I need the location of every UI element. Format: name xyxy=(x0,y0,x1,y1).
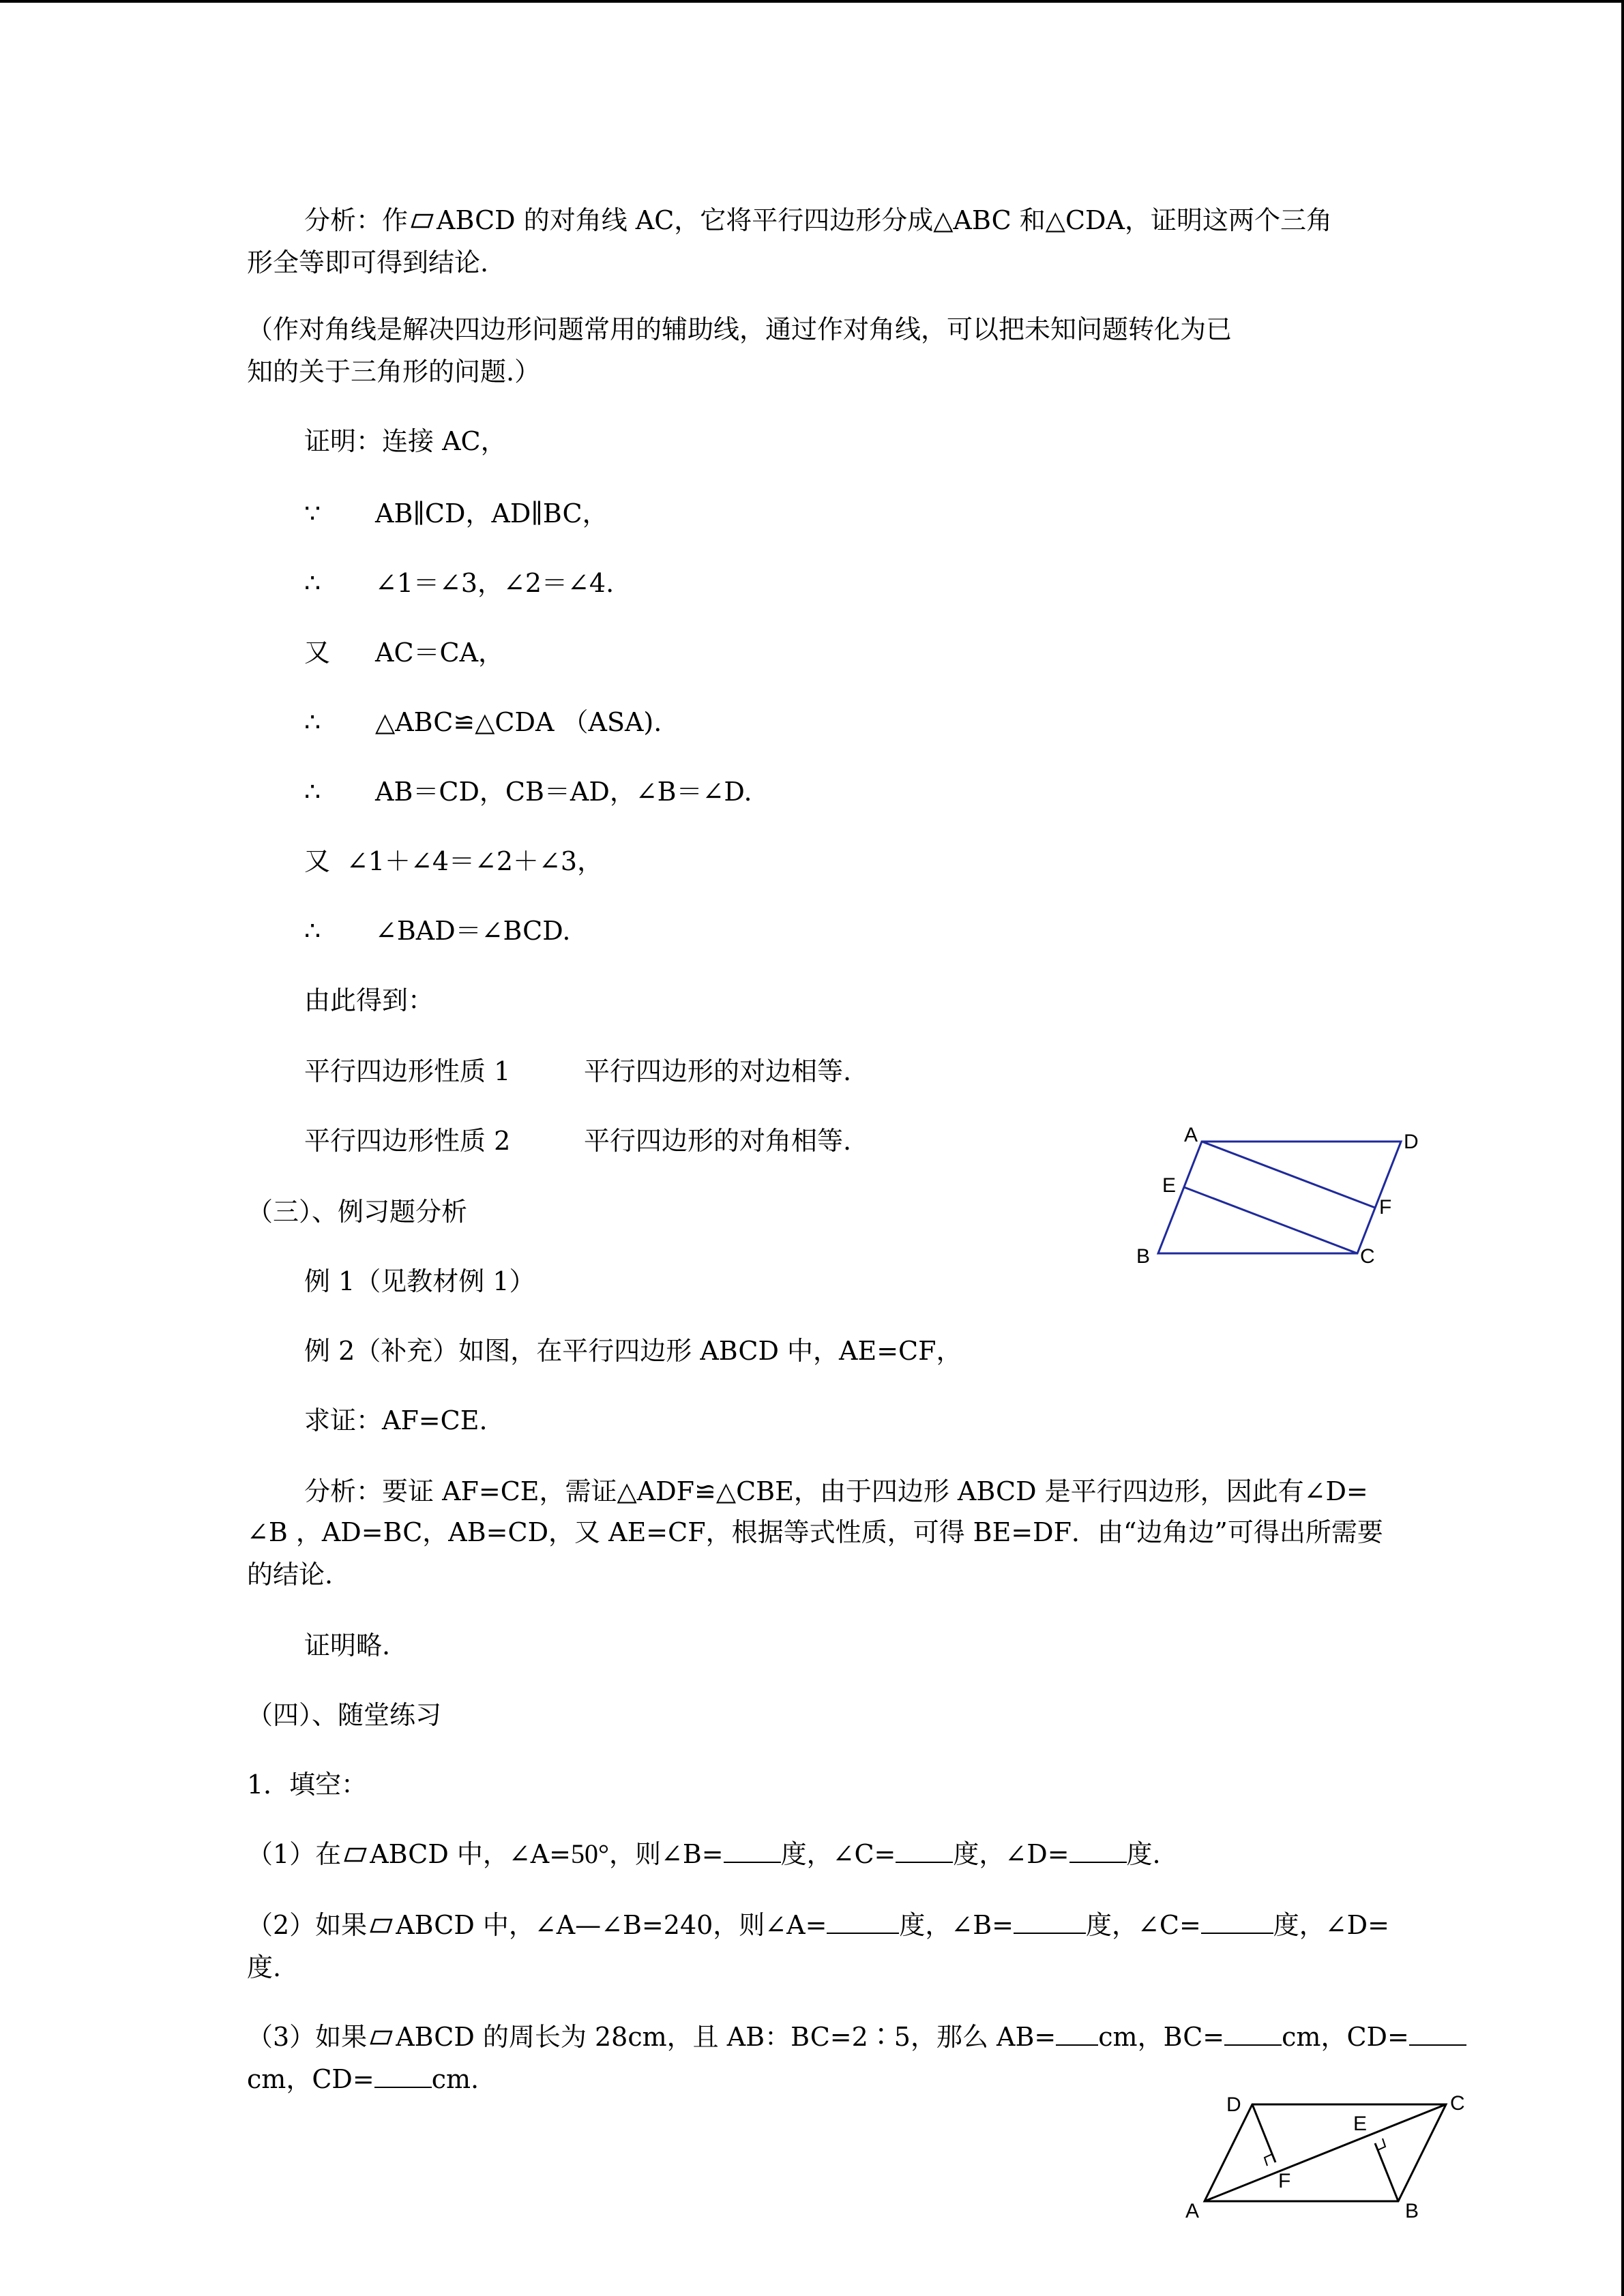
proof-step-7-symbol: ∴ xyxy=(304,916,321,946)
q3-cont-1: cm，CD= xyxy=(247,2064,374,2094)
q1-blank-b[interactable] xyxy=(724,1838,781,1863)
property-1-text: 平行四边形的对边相等. xyxy=(584,1056,852,1086)
fill-in-title: 1．填空： xyxy=(247,1770,368,1800)
q1-blank-d[interactable] xyxy=(1069,1838,1127,1863)
figure-1-label-c: C xyxy=(1360,1245,1375,1268)
figure-2-parallelogram xyxy=(1180,2080,1480,2230)
figure-2-label-a: A xyxy=(1185,2200,1200,2222)
question-2-cont: 度. xyxy=(247,1952,282,1982)
parallelogram-icon xyxy=(370,2030,393,2045)
example-1: 例 1（见教材例 1） xyxy=(304,1266,535,1296)
figure-1-label-e: E xyxy=(1162,1174,1177,1197)
proof-step-3-text: AC＝CA， xyxy=(375,638,505,668)
example-2-analysis-3: 的结论. xyxy=(247,1560,334,1590)
section-3-title: （三）、例习题分析 xyxy=(247,1197,468,1227)
q3-cont-2: cm. xyxy=(431,2064,479,2094)
q3-blank-bc[interactable] xyxy=(1224,2021,1282,2046)
q3-part-1: （3）如果 xyxy=(247,2022,368,2052)
analysis-line-1 xyxy=(304,203,1332,237)
q1-blank-c[interactable] xyxy=(896,1838,953,1863)
proof-step-1-symbol: ∵ xyxy=(304,498,321,528)
question-1 xyxy=(247,1837,1161,1871)
figure-1-label-a: A xyxy=(1184,1124,1198,1146)
parallelogram-icon xyxy=(411,213,434,228)
proof-step-3-symbol: 又 xyxy=(304,638,331,668)
proof-step-4-text: △ABC≌△CDA （ASA). xyxy=(375,707,662,737)
proof-omitted: 证明略. xyxy=(304,1630,391,1660)
q1-part-6: 度. xyxy=(1126,1839,1161,1869)
q2-part-3: 度，∠B= xyxy=(899,1910,1014,1940)
figure-2-diagonal-ac xyxy=(1205,2104,1446,2201)
proof-step-6-text: ∠1＋∠4＝∠2＋∠3， xyxy=(346,846,604,876)
figure-1-line-ec xyxy=(1184,1187,1357,1253)
figure-2-label-e: E xyxy=(1353,2113,1368,2135)
analysis-line-2: 形全等即可得到结论. xyxy=(247,248,489,278)
q2-blank-c[interactable] xyxy=(1201,1909,1273,1934)
question-3 xyxy=(247,2020,1466,2054)
example-2: 例 2（补充）如图，在平行四边形 ABCD 中，AE=CF， xyxy=(304,1336,962,1366)
conclusion-intro: 由此得到： xyxy=(304,985,434,1015)
example-2-prove: 求证：AF=CE. xyxy=(304,1405,488,1435)
proof-step-5-symbol: ∴ xyxy=(304,777,321,807)
figure-1-label-b: B xyxy=(1136,1245,1151,1268)
q1-angle-value: 50° xyxy=(571,1838,610,1869)
figure-1-line-af xyxy=(1202,1142,1375,1208)
figure-1-label-f: F xyxy=(1379,1196,1392,1219)
note-line-2: 知的关于三角形的问题.） xyxy=(247,357,541,387)
proof-intro: 证明：连接 AC， xyxy=(304,426,507,456)
q2-part-1: （2）如果 xyxy=(247,1910,368,1940)
parallelogram-icon xyxy=(344,1847,367,1862)
figure-2-line-df xyxy=(1252,2104,1275,2162)
proof-step-6-symbol: 又 xyxy=(304,846,331,876)
example-2-analysis-1: 分析：要证 AF=CE，需证△ADF≌△CBE，由于四边形 ABCD 是平行四边形，因此有∠D= xyxy=(304,1476,1368,1506)
right-border xyxy=(1621,0,1624,2296)
figure-1-abcd xyxy=(1158,1142,1401,1253)
note-line-1: （作对角线是解决四边形问题常用的辅助线，通过作对角线，可以把未知问题转化为已 xyxy=(247,314,1232,344)
q1-part-1: （1）在 xyxy=(247,1839,342,1869)
figure-2-label-d: D xyxy=(1226,2093,1241,2116)
q1-part-3: ，则∠B= xyxy=(609,1839,724,1869)
figure-2-label-f: F xyxy=(1278,2170,1291,2192)
q3-part-3: cm，BC= xyxy=(1098,2022,1225,2052)
section-4-title: （四）、随堂练习 xyxy=(247,1700,442,1730)
q2-part-2: ABCD 中，∠A—∠B=240，则∠A= xyxy=(396,1910,827,1940)
proof-step-1-text: AB∥CD，AD∥BC， xyxy=(375,498,608,528)
figure-2-label-b: B xyxy=(1405,2200,1419,2222)
top-border xyxy=(0,0,1624,3)
question-2 xyxy=(247,1908,1389,1942)
proof-step-7-text: ∠BAD＝∠BCD. xyxy=(375,916,571,946)
figure-2-label-c: C xyxy=(1450,2092,1465,2115)
q3-part-2: ABCD 的周长为 28cm，且 AB：BC=2∶5，那么 AB= xyxy=(396,2022,1057,2052)
figure-1-parallelogram xyxy=(1132,1118,1432,1268)
question-3-cont xyxy=(247,2062,479,2096)
figure-2-lines xyxy=(1205,2104,1446,2201)
proof-step-5-text: AB＝CD，CB＝AD，∠B＝∠D. xyxy=(375,777,752,807)
figure-1-lines xyxy=(1158,1142,1401,1253)
property-1-name: 平行四边形性质 1 xyxy=(304,1056,511,1086)
figure-1-label-d: D xyxy=(1404,1131,1419,1153)
proof-step-2-symbol: ∴ xyxy=(304,568,321,598)
proof-step-4-symbol: ∴ xyxy=(304,707,321,737)
figure-2-line-be xyxy=(1375,2143,1398,2201)
figure-2-right-angle-e xyxy=(1378,2138,1385,2150)
property-2-text: 平行四边形的对角相等. xyxy=(584,1126,852,1156)
q1-part-4: 度，∠C= xyxy=(780,1839,896,1869)
analysis-rest: ABCD 的对角线 AC，它将平行四边形分成△ABC 和△CDA，证明这两个三角 xyxy=(437,205,1332,235)
q2-blank-b[interactable] xyxy=(1014,1909,1086,1934)
figure-2-right-angle-f xyxy=(1265,2154,1272,2166)
analysis-lead: 分析：作 xyxy=(304,205,409,235)
q2-part-5: 度，∠D= xyxy=(1273,1910,1389,1940)
q2-blank-a[interactable] xyxy=(827,1909,899,1934)
example-2-analysis-2: ∠B ，AD=BC，AB=CD，又 AE=CF，根据等式性质，可得 BE=DF．由“边角边”可得出所需要 xyxy=(247,1517,1383,1547)
q1-part-2: ABCD 中，∠A= xyxy=(370,1839,572,1869)
q3-blank-cd2[interactable] xyxy=(374,2063,432,2088)
parallelogram-icon xyxy=(370,1918,393,1933)
q2-part-4: 度，∠C= xyxy=(1086,1910,1201,1940)
proof-step-2-text: ∠1＝∠3，∠2＝∠4. xyxy=(375,568,615,598)
q3-blank-ab[interactable] xyxy=(1056,2021,1098,2046)
property-2-name: 平行四边形性质 2 xyxy=(304,1126,511,1156)
q3-blank-cd[interactable] xyxy=(1409,2021,1466,2046)
q3-part-4: cm，CD= xyxy=(1282,2022,1409,2052)
q1-part-5: 度，∠D= xyxy=(953,1839,1069,1869)
